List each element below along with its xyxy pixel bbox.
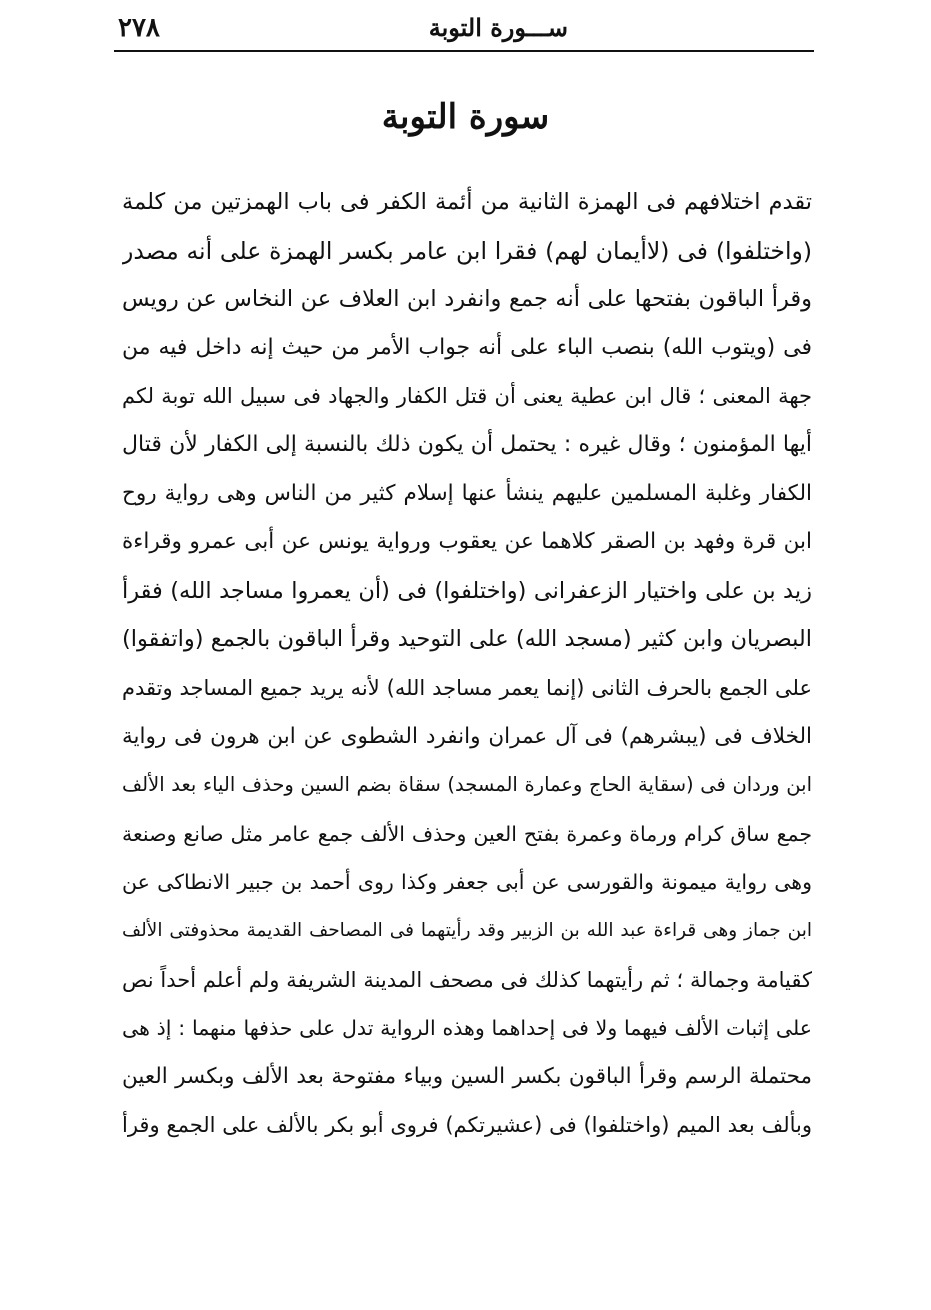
text-line: وهى رواية ميمونة والقورسى عن أبى جعفر وكذا روى أحمد بن جبير الانطاكى عن [122, 870, 812, 895]
text-line: جهة المعنى ؛ قال ابن عطية يعنى أن قتل الكفار والجهاد فى سبيل الله توبة لكم [122, 384, 812, 409]
text-line: (واختلفوا) فى (لاأيمان لهم) فقرا ابن عامر بكسر الهمزة على أنه مصدر [122, 236, 812, 265]
text-line: أيها المؤمنون ؛ وقال غيره : يحتمل أن يكون ذلك بالنسبة إلى الكفار لأن قتال [122, 431, 812, 457]
page-number: ٢٧٨ [118, 13, 160, 43]
text-line: الكفار وغلبة المسلمين عليهم ينشأ عنها إسلام كثير من الناس وهى رواية روح [122, 480, 812, 506]
text-line: تقدم اختلافهم فى الهمزة الثانية من أئمة الكفر فى باب الهمزتين من كلمة [122, 189, 812, 215]
text-line: ابن جماز وهى قراءة عبد الله بن الزبير وقد رأيتهما فى المصاحف القديمة محذوفتى الألف [122, 919, 812, 941]
header-rule [114, 50, 814, 52]
body-text [122, 178, 812, 1150]
text-line: كقيامة وجمالة ؛ ثم رأيتهما كذلك فى مصحف المدينة الشريفة ولم أعلم أحداً نص [122, 967, 812, 992]
text-line: ابن وردان فى (سقاية الحاج وعمارة المسجد) سقاة بضم السين وحذف الياء بعد الألف [122, 773, 812, 797]
running-header [118, 8, 818, 48]
text-line: على إثبات الألف فيهما ولا فى إحداهما وهذه الرواية تدل على حذفها منهما : إذ هى [122, 1016, 812, 1041]
text-line: محتملة الرسم وقرأ الباقون بكسر السين وبياء مفتوحة بعد الألف وبكسر العين [122, 1063, 812, 1089]
surah-title: سورة التوبة [381, 97, 550, 137]
text-line: ابن قرة وفهد بن الصقر كلاهما عن يعقوب ورواية يونس عن أبى عمرو وقراءة [122, 529, 812, 555]
running-title: ســـورة التوبة [428, 13, 568, 42]
text-line: البصريان وابن كثير (مسجد الله) على التوحيد وقرأ الباقون بالجمع (واتفقوا) [122, 626, 812, 653]
text-line: الخلاف فى (يبشرهم) فى آل عمران وانفرد الشطوى عن ابن هرون فى رواية [122, 723, 812, 749]
text-line: زيد بن على واختيار الزعفرانى (واختلفوا) فى (أن يعمروا مساجد الله) فقرأ [122, 577, 812, 604]
text-line: فى (ويتوب الله) بنصب الباء على أنه جواب الأمر من حيث إنه داخل فيه من [122, 334, 812, 360]
text-line: وقرأ الباقون بفتحها على أنه جمع وانفرد ابن العلاف عن النخاس عن رويس [122, 286, 812, 313]
text-line: جمع ساق كرام ورماة وعمرة بفتح العين وحذف الألف جمع عامر مثل صانع وصنعة [122, 821, 812, 846]
text-line: على الجمع بالحرف الثانى (إنما يعمر مساجد الله) لأنه يريد جميع المساجد وتقدم [122, 675, 812, 700]
text-line: وبألف بعد الميم (واختلفوا) فى (عشيرتكم) فروى أبو بكر بالألف على الجمع وقرأ [122, 1113, 812, 1138]
